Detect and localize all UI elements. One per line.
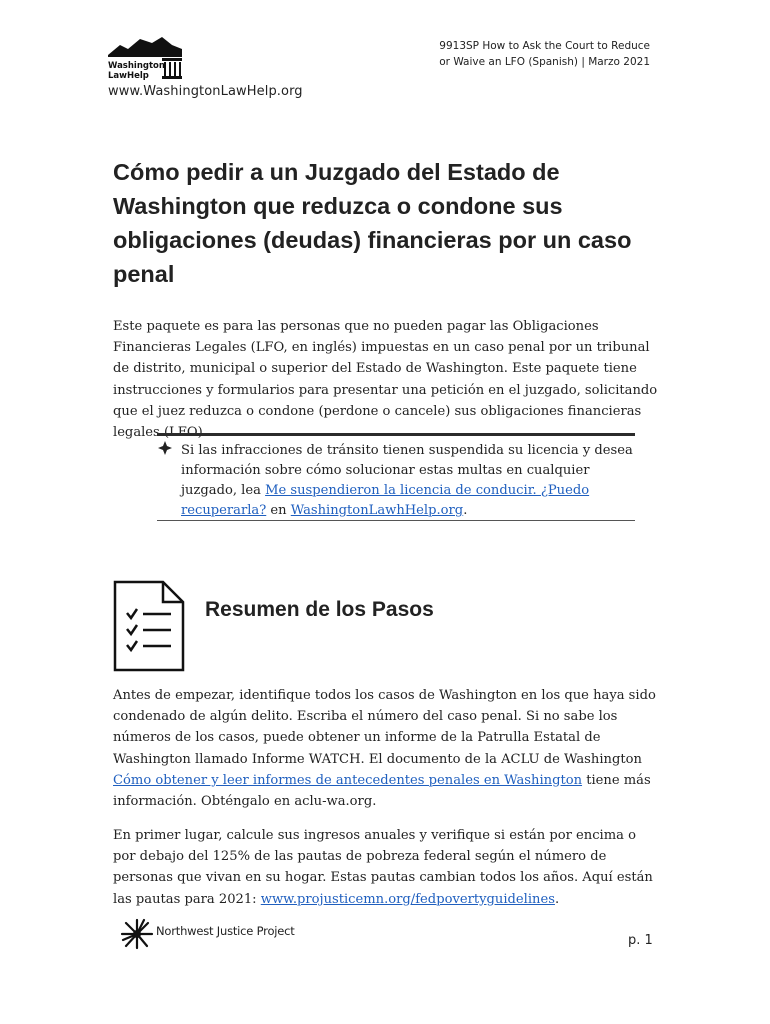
p1-text-before: Antes de empezar, identifique todos los casos de Washington en los que haya sido condenado de algún delito. Escriba el número del caso penal. Si no sabe los números de los casos, puede obtener un informe de la Patrulla Estatal de Washington llamado Informe WATCH. El documento de la ACLU de Washington (113, 688, 656, 767)
page-title: Cómo pedir a un Juzgado del Estado de Washington que reduzca o condone sus obligaciones (deudas) financieras por un caso penal (113, 159, 632, 287)
poverty-guidelines-link[interactable]: www.projusticemn.org/fedpovertyguidelines (260, 891, 555, 907)
note-text-after: . (463, 503, 468, 518)
diamond-bullet-icon (158, 441, 172, 455)
note-text (181, 441, 635, 521)
page-number: p. 1 (628, 933, 653, 948)
note-text-before: Si las infracciones de tránsito tienen suspendida su licencia y desea información sobre cómo solucionar estas multas en cualquier juzgado, lea (181, 443, 633, 498)
starburst-icon (120, 918, 154, 950)
steps-paragraph-2 (113, 825, 658, 910)
northwest-justice-project-logo (120, 918, 154, 950)
logo-text-line2: LawHelp (108, 71, 149, 81)
doc-ref-line1: 9913SP How to Ask the Court to Reduce (439, 40, 650, 52)
p2-text-before: En primer lugar, calcule sus ingresos anuales y verifique si están por encima o por debajo del 125% de las pautas de pobreza federal según el número de personas que vivan en su hogar. Estas pautas cambian todos los años. Aquí están las pautas para 2021: (113, 828, 653, 907)
section-heading: Resumen de los Pasos (205, 598, 434, 621)
document-reference (439, 38, 650, 70)
mountain-courthouse-icon (106, 35, 186, 85)
intro-paragraph: Este paquete es para las personas que no pueden pagar las Obligaciones Financieras Legales (LFO, en inglés) impuestas en un caso penal por un tribunal de distrito, municipal o superior del Estado de Washington. Este paquete tiene instrucciones y formularios para presentar una petición en el juzgado, solicitando que el juez reduzca o condone (perdone o cancele) sus obligaciones financieras legales (LFO). (113, 319, 658, 441)
note-text-mid: en (266, 503, 291, 518)
washington-lawhelp-link[interactable]: WashingtonLawhHelp.org (290, 503, 464, 518)
note-box (157, 433, 635, 521)
site-url: www.WashingtonLawHelp.org (108, 84, 303, 99)
doc-ref-line2: or Waive an LFO (Spanish) | Marzo 2021 (439, 56, 650, 68)
organization-name: Northwest Justice Project (156, 924, 295, 938)
checklist-icon (113, 580, 185, 672)
steps-paragraph-1 (113, 685, 658, 812)
p1-text-after: tiene más información. Obténgalo en aclu-wa.org. (113, 772, 651, 810)
license-suspended-link[interactable]: Me suspendieron la licencia de conducir. ¿Puedo recuperarla? (181, 483, 590, 518)
logo-text-line1: Washington (108, 61, 165, 71)
aclu-report-link[interactable]: Cómo obtener y leer informes de antecedentes penales en Washington (113, 772, 583, 788)
washington-lawhelp-logo (106, 35, 186, 85)
p2-text-after: . (554, 891, 560, 907)
